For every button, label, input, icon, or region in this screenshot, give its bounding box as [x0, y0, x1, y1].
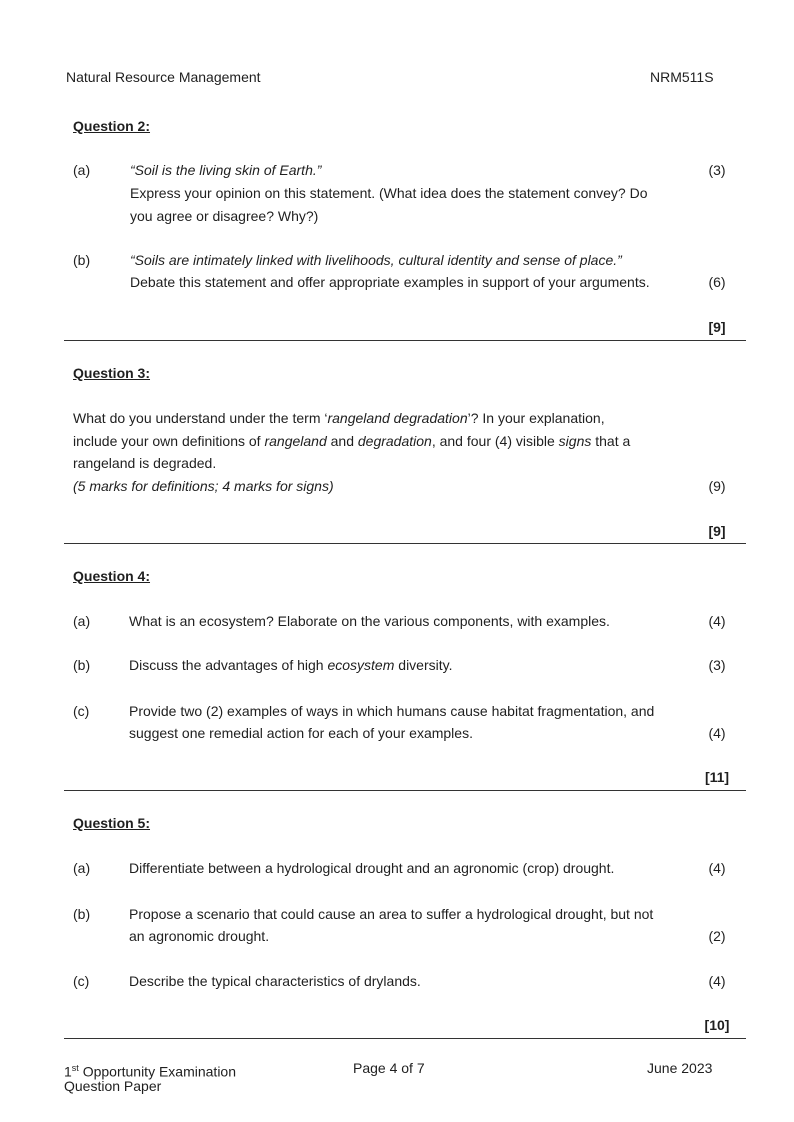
- q2b-label: (b): [73, 252, 91, 268]
- q4c-text-line1: Provide two (2) examples of ways in which humans cause habitat fragmentation, and: [129, 703, 655, 719]
- q2a-label: (a): [73, 162, 91, 178]
- q2a-marks: (3): [708, 162, 726, 178]
- q5c-marks: (4): [708, 973, 726, 989]
- q2a-text-line1: Express your opinion on this statement. (What idea does the statement convey? Do: [130, 185, 648, 201]
- q5a-text: Differentiate between a hydrological drought and an agronomic (crop) drought.: [129, 860, 615, 876]
- q3-marks: (9): [708, 478, 726, 494]
- q5c-label: (c): [73, 973, 90, 989]
- q2b-quote: “Soils are intimately linked with livelihoods, cultural identity and sense of place.”: [130, 252, 622, 268]
- question-5-heading: Question 5:: [73, 815, 151, 831]
- q5c-text: Describe the typical characteristics of drylands.: [129, 973, 421, 989]
- course-title: Natural Resource Management: [66, 69, 261, 85]
- q4a-marks: (4): [708, 613, 726, 629]
- q4c-text-line2: suggest one remedial action for each of your examples.: [129, 725, 473, 741]
- footer-date: June 2023: [647, 1060, 713, 1076]
- footer-question-paper: Question Paper: [64, 1078, 162, 1094]
- q2a-quote: “Soil is the living skin of Earth.”: [130, 162, 322, 178]
- q3-text-line1: What do you understand under the term ‘rangeland degradation’? In your explanation,: [73, 410, 605, 426]
- q3-total: [9]: [708, 523, 726, 539]
- q4b-text: Discuss the advantages of high ecosystem diversity.: [129, 657, 453, 673]
- question-4-heading: Question 4:: [73, 568, 151, 584]
- q3-text-line2: include your own definitions of rangeland and degradation, and four (4) visible signs that a: [73, 433, 631, 449]
- q5b-text-line1: Propose a scenario that could cause an area to suffer a hydrological drought, but not: [129, 906, 654, 922]
- q5b-marks: (2): [708, 928, 726, 944]
- q5-total: [10]: [704, 1017, 730, 1033]
- q4c-marks: (4): [708, 725, 726, 741]
- q2b-text-line1: Debate this statement and offer appropriate examples in support of your arguments.: [130, 274, 650, 290]
- q4-total: [11]: [704, 769, 730, 785]
- q2b-marks: (6): [708, 274, 726, 290]
- q4b-label: (b): [73, 657, 91, 673]
- q3-divider: [64, 543, 746, 544]
- q5b-text-line2: an agronomic drought.: [129, 928, 270, 944]
- footer-page-number: Page 4 of 7: [353, 1060, 425, 1076]
- q4a-text: What is an ecosystem? Elaborate on the various components, with examples.: [129, 613, 610, 629]
- footer-exam-opportunity: 1st Opportunity Examination: [64, 1063, 237, 1080]
- q3-text-line3: rangeland is degraded.: [73, 455, 217, 471]
- q5b-label: (b): [73, 906, 91, 922]
- q5a-label: (a): [73, 860, 91, 876]
- question-2-heading: Question 2:: [73, 118, 151, 134]
- q2a-text-line2: you agree or disagree? Why?): [130, 208, 319, 224]
- q5-divider: [64, 1038, 746, 1039]
- course-code: NRM511S: [650, 69, 714, 85]
- q4-divider: [64, 790, 746, 791]
- q5a-marks: (4): [708, 860, 726, 876]
- q4c-label: (c): [73, 703, 90, 719]
- q2-total: [9]: [708, 319, 726, 335]
- q4a-label: (a): [73, 613, 91, 629]
- q2-divider: [64, 340, 746, 341]
- question-3-heading: Question 3:: [73, 365, 151, 381]
- q4b-marks: (3): [708, 657, 726, 673]
- q3-mark-breakdown: (5 marks for definitions; 4 marks for signs): [73, 478, 334, 494]
